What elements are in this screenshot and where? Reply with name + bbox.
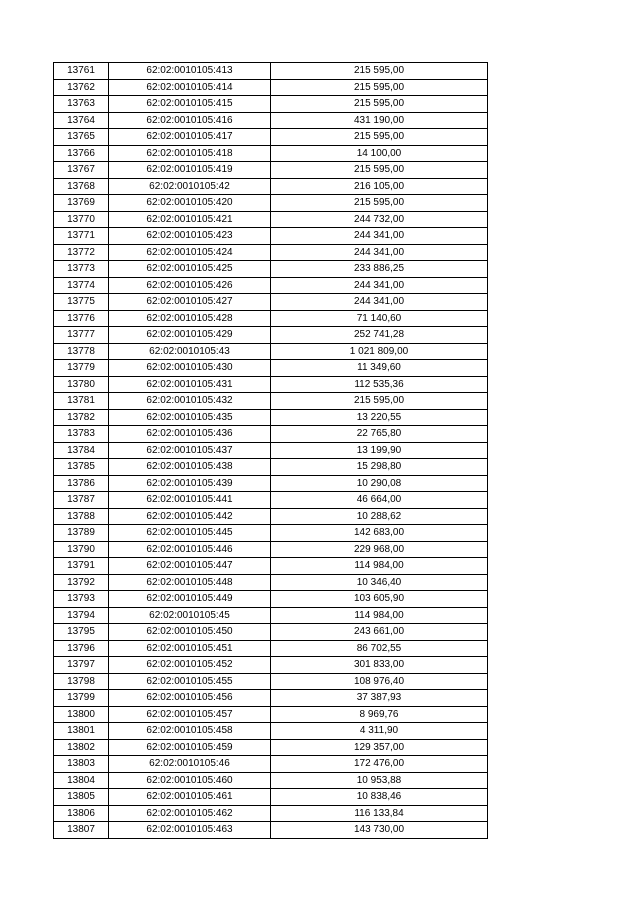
value-cell: 10 290,08: [271, 475, 488, 492]
value-cell: 8 969,76: [271, 706, 488, 723]
row-number-cell: 13788: [54, 508, 109, 525]
value-cell: 129 357,00: [271, 739, 488, 756]
table-row: [54, 310, 488, 327]
cadastral-number-cell: 62:02:0010105:450: [109, 624, 271, 641]
value-cell: 215 595,00: [271, 63, 488, 80]
table-row: [54, 805, 488, 822]
cadastral-number-cell: 62:02:0010105:448: [109, 574, 271, 591]
value-cell: 46 664,00: [271, 492, 488, 509]
table-row: [54, 756, 488, 773]
cadastral-number-cell: 62:02:0010105:438: [109, 459, 271, 476]
table-row: [54, 624, 488, 641]
value-cell: 244 341,00: [271, 294, 488, 311]
row-number-cell: 13768: [54, 178, 109, 195]
table-row: [54, 261, 488, 278]
cadastral-number-cell: 62:02:0010105:461: [109, 789, 271, 806]
row-number-cell: 13787: [54, 492, 109, 509]
cadastral-number-cell: 62:02:0010105:413: [109, 63, 271, 80]
table-row: [54, 822, 488, 839]
value-cell: 112 535,36: [271, 376, 488, 393]
value-cell: 108 976,40: [271, 673, 488, 690]
value-cell: 244 341,00: [271, 228, 488, 245]
row-number-cell: 13795: [54, 624, 109, 641]
row-number-cell: 13769: [54, 195, 109, 212]
table-row: [54, 739, 488, 756]
row-number-cell: 13784: [54, 442, 109, 459]
row-number-cell: 13776: [54, 310, 109, 327]
cadastral-number-cell: 62:02:0010105:442: [109, 508, 271, 525]
table-row: [54, 525, 488, 542]
value-cell: 215 595,00: [271, 162, 488, 179]
row-number-cell: 13773: [54, 261, 109, 278]
cadastral-number-cell: 62:02:0010105:419: [109, 162, 271, 179]
table-row: [54, 475, 488, 492]
value-cell: 10 346,40: [271, 574, 488, 591]
row-number-cell: 13800: [54, 706, 109, 723]
row-number-cell: 13778: [54, 343, 109, 360]
value-cell: 10 288,62: [271, 508, 488, 525]
cadastral-number-cell: 62:02:0010105:416: [109, 112, 271, 129]
cadastral-number-cell: 62:02:0010105:462: [109, 805, 271, 822]
value-cell: 1 021 809,00: [271, 343, 488, 360]
value-cell: 22 765,80: [271, 426, 488, 443]
table-row: [54, 426, 488, 443]
table-row: [54, 228, 488, 245]
cadastral-number-cell: 62:02:0010105:428: [109, 310, 271, 327]
value-cell: 431 190,00: [271, 112, 488, 129]
cadastral-number-cell: 62:02:0010105:429: [109, 327, 271, 344]
table-row: [54, 706, 488, 723]
table-row: [54, 789, 488, 806]
cadastral-number-cell: 62:02:0010105:463: [109, 822, 271, 839]
cadastral-number-cell: 62:02:0010105:45: [109, 607, 271, 624]
cadastral-number-cell: 62:02:0010105:430: [109, 360, 271, 377]
cadastral-number-cell: 62:02:0010105:436: [109, 426, 271, 443]
row-number-cell: 13789: [54, 525, 109, 542]
table-row: [54, 277, 488, 294]
row-number-cell: 13786: [54, 475, 109, 492]
table-row: [54, 294, 488, 311]
cadastral-number-cell: 62:02:0010105:437: [109, 442, 271, 459]
cadastral-number-cell: 62:02:0010105:446: [109, 541, 271, 558]
value-cell: 11 349,60: [271, 360, 488, 377]
table-row: [54, 591, 488, 608]
value-cell: 301 833,00: [271, 657, 488, 674]
value-cell: 86 702,55: [271, 640, 488, 657]
row-number-cell: 13779: [54, 360, 109, 377]
row-number-cell: 13793: [54, 591, 109, 608]
cadastral-number-cell: 62:02:0010105:46: [109, 756, 271, 773]
value-cell: 103 605,90: [271, 591, 488, 608]
table-row: [54, 508, 488, 525]
row-number-cell: 13771: [54, 228, 109, 245]
table-row: [54, 79, 488, 96]
row-number-cell: 13781: [54, 393, 109, 410]
cadastral-number-cell: 62:02:0010105:426: [109, 277, 271, 294]
row-number-cell: 13764: [54, 112, 109, 129]
row-number-cell: 13766: [54, 145, 109, 162]
table-row: [54, 442, 488, 459]
value-cell: 244 732,00: [271, 211, 488, 228]
cadastral-number-cell: 62:02:0010105:451: [109, 640, 271, 657]
cadastral-number-cell: 62:02:0010105:458: [109, 723, 271, 740]
table-row: [54, 772, 488, 789]
value-cell: 14 100,00: [271, 145, 488, 162]
document-page: [53, 62, 487, 839]
row-number-cell: 13770: [54, 211, 109, 228]
table-row: [54, 393, 488, 410]
cadastral-number-cell: 62:02:0010105:427: [109, 294, 271, 311]
value-cell: 114 984,00: [271, 558, 488, 575]
cadastral-number-cell: 62:02:0010105:439: [109, 475, 271, 492]
row-number-cell: 13803: [54, 756, 109, 773]
cadastral-number-cell: 62:02:0010105:445: [109, 525, 271, 542]
row-number-cell: 13807: [54, 822, 109, 839]
cadastral-number-cell: 62:02:0010105:431: [109, 376, 271, 393]
table-row: [54, 657, 488, 674]
cadastral-number-cell: 62:02:0010105:424: [109, 244, 271, 261]
cadastral-number-cell: 62:02:0010105:418: [109, 145, 271, 162]
cadastral-number-cell: 62:02:0010105:414: [109, 79, 271, 96]
value-cell: 215 595,00: [271, 79, 488, 96]
table-row: [54, 178, 488, 195]
table-row: [54, 162, 488, 179]
value-cell: 4 311,90: [271, 723, 488, 740]
row-number-cell: 13785: [54, 459, 109, 476]
value-cell: 215 595,00: [271, 96, 488, 113]
cadastral-number-cell: 62:02:0010105:459: [109, 739, 271, 756]
value-cell: 10 838,46: [271, 789, 488, 806]
row-number-cell: 13761: [54, 63, 109, 80]
cadastral-number-cell: 62:02:0010105:456: [109, 690, 271, 707]
row-number-cell: 13791: [54, 558, 109, 575]
table-body: [54, 63, 488, 839]
value-cell: 13 199,90: [271, 442, 488, 459]
table-row: [54, 409, 488, 426]
cadastral-number-cell: 62:02:0010105:455: [109, 673, 271, 690]
row-number-cell: 13765: [54, 129, 109, 146]
cadastral-number-cell: 62:02:0010105:435: [109, 409, 271, 426]
row-number-cell: 13772: [54, 244, 109, 261]
row-number-cell: 13805: [54, 789, 109, 806]
row-number-cell: 13801: [54, 723, 109, 740]
cadastral-number-cell: 62:02:0010105:42: [109, 178, 271, 195]
value-cell: 233 886,25: [271, 261, 488, 278]
row-number-cell: 13783: [54, 426, 109, 443]
row-number-cell: 13797: [54, 657, 109, 674]
cadastral-number-cell: 62:02:0010105:460: [109, 772, 271, 789]
value-cell: 114 984,00: [271, 607, 488, 624]
table-row: [54, 673, 488, 690]
table-row: [54, 96, 488, 113]
table-row: [54, 459, 488, 476]
table-row: [54, 492, 488, 509]
row-number-cell: 13762: [54, 79, 109, 96]
cadastral-number-cell: 62:02:0010105:423: [109, 228, 271, 245]
cadastral-number-cell: 62:02:0010105:43: [109, 343, 271, 360]
row-number-cell: 13774: [54, 277, 109, 294]
cadastral-number-cell: 62:02:0010105:432: [109, 393, 271, 410]
table-row: [54, 63, 488, 80]
table-row: [54, 640, 488, 657]
table-row: [54, 376, 488, 393]
row-number-cell: 13792: [54, 574, 109, 591]
cadastral-number-cell: 62:02:0010105:449: [109, 591, 271, 608]
value-cell: 215 595,00: [271, 393, 488, 410]
cadastral-number-cell: 62:02:0010105:447: [109, 558, 271, 575]
table-row: [54, 343, 488, 360]
value-cell: 71 140,60: [271, 310, 488, 327]
value-cell: 215 595,00: [271, 195, 488, 212]
table-row: [54, 145, 488, 162]
table-row: [54, 607, 488, 624]
row-number-cell: 13806: [54, 805, 109, 822]
table-row: [54, 112, 488, 129]
table-row: [54, 690, 488, 707]
cadastral-number-cell: 62:02:0010105:425: [109, 261, 271, 278]
table-row: [54, 541, 488, 558]
row-number-cell: 13775: [54, 294, 109, 311]
cadastral-number-cell: 62:02:0010105:415: [109, 96, 271, 113]
row-number-cell: 13796: [54, 640, 109, 657]
value-cell: 215 595,00: [271, 129, 488, 146]
cadastral-number-cell: 62:02:0010105:441: [109, 492, 271, 509]
value-cell: 244 341,00: [271, 277, 488, 294]
table-row: [54, 327, 488, 344]
row-number-cell: 13777: [54, 327, 109, 344]
table-row: [54, 129, 488, 146]
cadastral-number-cell: 62:02:0010105:452: [109, 657, 271, 674]
value-cell: 243 661,00: [271, 624, 488, 641]
row-number-cell: 13804: [54, 772, 109, 789]
value-cell: 10 953,88: [271, 772, 488, 789]
value-cell: 15 298,80: [271, 459, 488, 476]
table-row: [54, 558, 488, 575]
table-row: [54, 723, 488, 740]
row-number-cell: 13799: [54, 690, 109, 707]
row-number-cell: 13794: [54, 607, 109, 624]
row-number-cell: 13767: [54, 162, 109, 179]
row-number-cell: 13780: [54, 376, 109, 393]
value-cell: 143 730,00: [271, 822, 488, 839]
value-cell: 13 220,55: [271, 409, 488, 426]
table-row: [54, 195, 488, 212]
value-cell: 116 133,84: [271, 805, 488, 822]
row-number-cell: 13802: [54, 739, 109, 756]
value-cell: 37 387,93: [271, 690, 488, 707]
value-cell: 229 968,00: [271, 541, 488, 558]
table-row: [54, 211, 488, 228]
row-number-cell: 13782: [54, 409, 109, 426]
value-cell: 252 741,28: [271, 327, 488, 344]
cadastral-number-cell: 62:02:0010105:421: [109, 211, 271, 228]
table-row: [54, 574, 488, 591]
table-row: [54, 244, 488, 261]
table-row: [54, 360, 488, 377]
value-cell: 172 476,00: [271, 756, 488, 773]
value-cell: 216 105,00: [271, 178, 488, 195]
row-number-cell: 13798: [54, 673, 109, 690]
value-cell: 244 341,00: [271, 244, 488, 261]
cadastral-value-table: [53, 62, 488, 839]
value-cell: 142 683,00: [271, 525, 488, 542]
cadastral-number-cell: 62:02:0010105:457: [109, 706, 271, 723]
row-number-cell: 13763: [54, 96, 109, 113]
cadastral-number-cell: 62:02:0010105:417: [109, 129, 271, 146]
row-number-cell: 13790: [54, 541, 109, 558]
cadastral-number-cell: 62:02:0010105:420: [109, 195, 271, 212]
